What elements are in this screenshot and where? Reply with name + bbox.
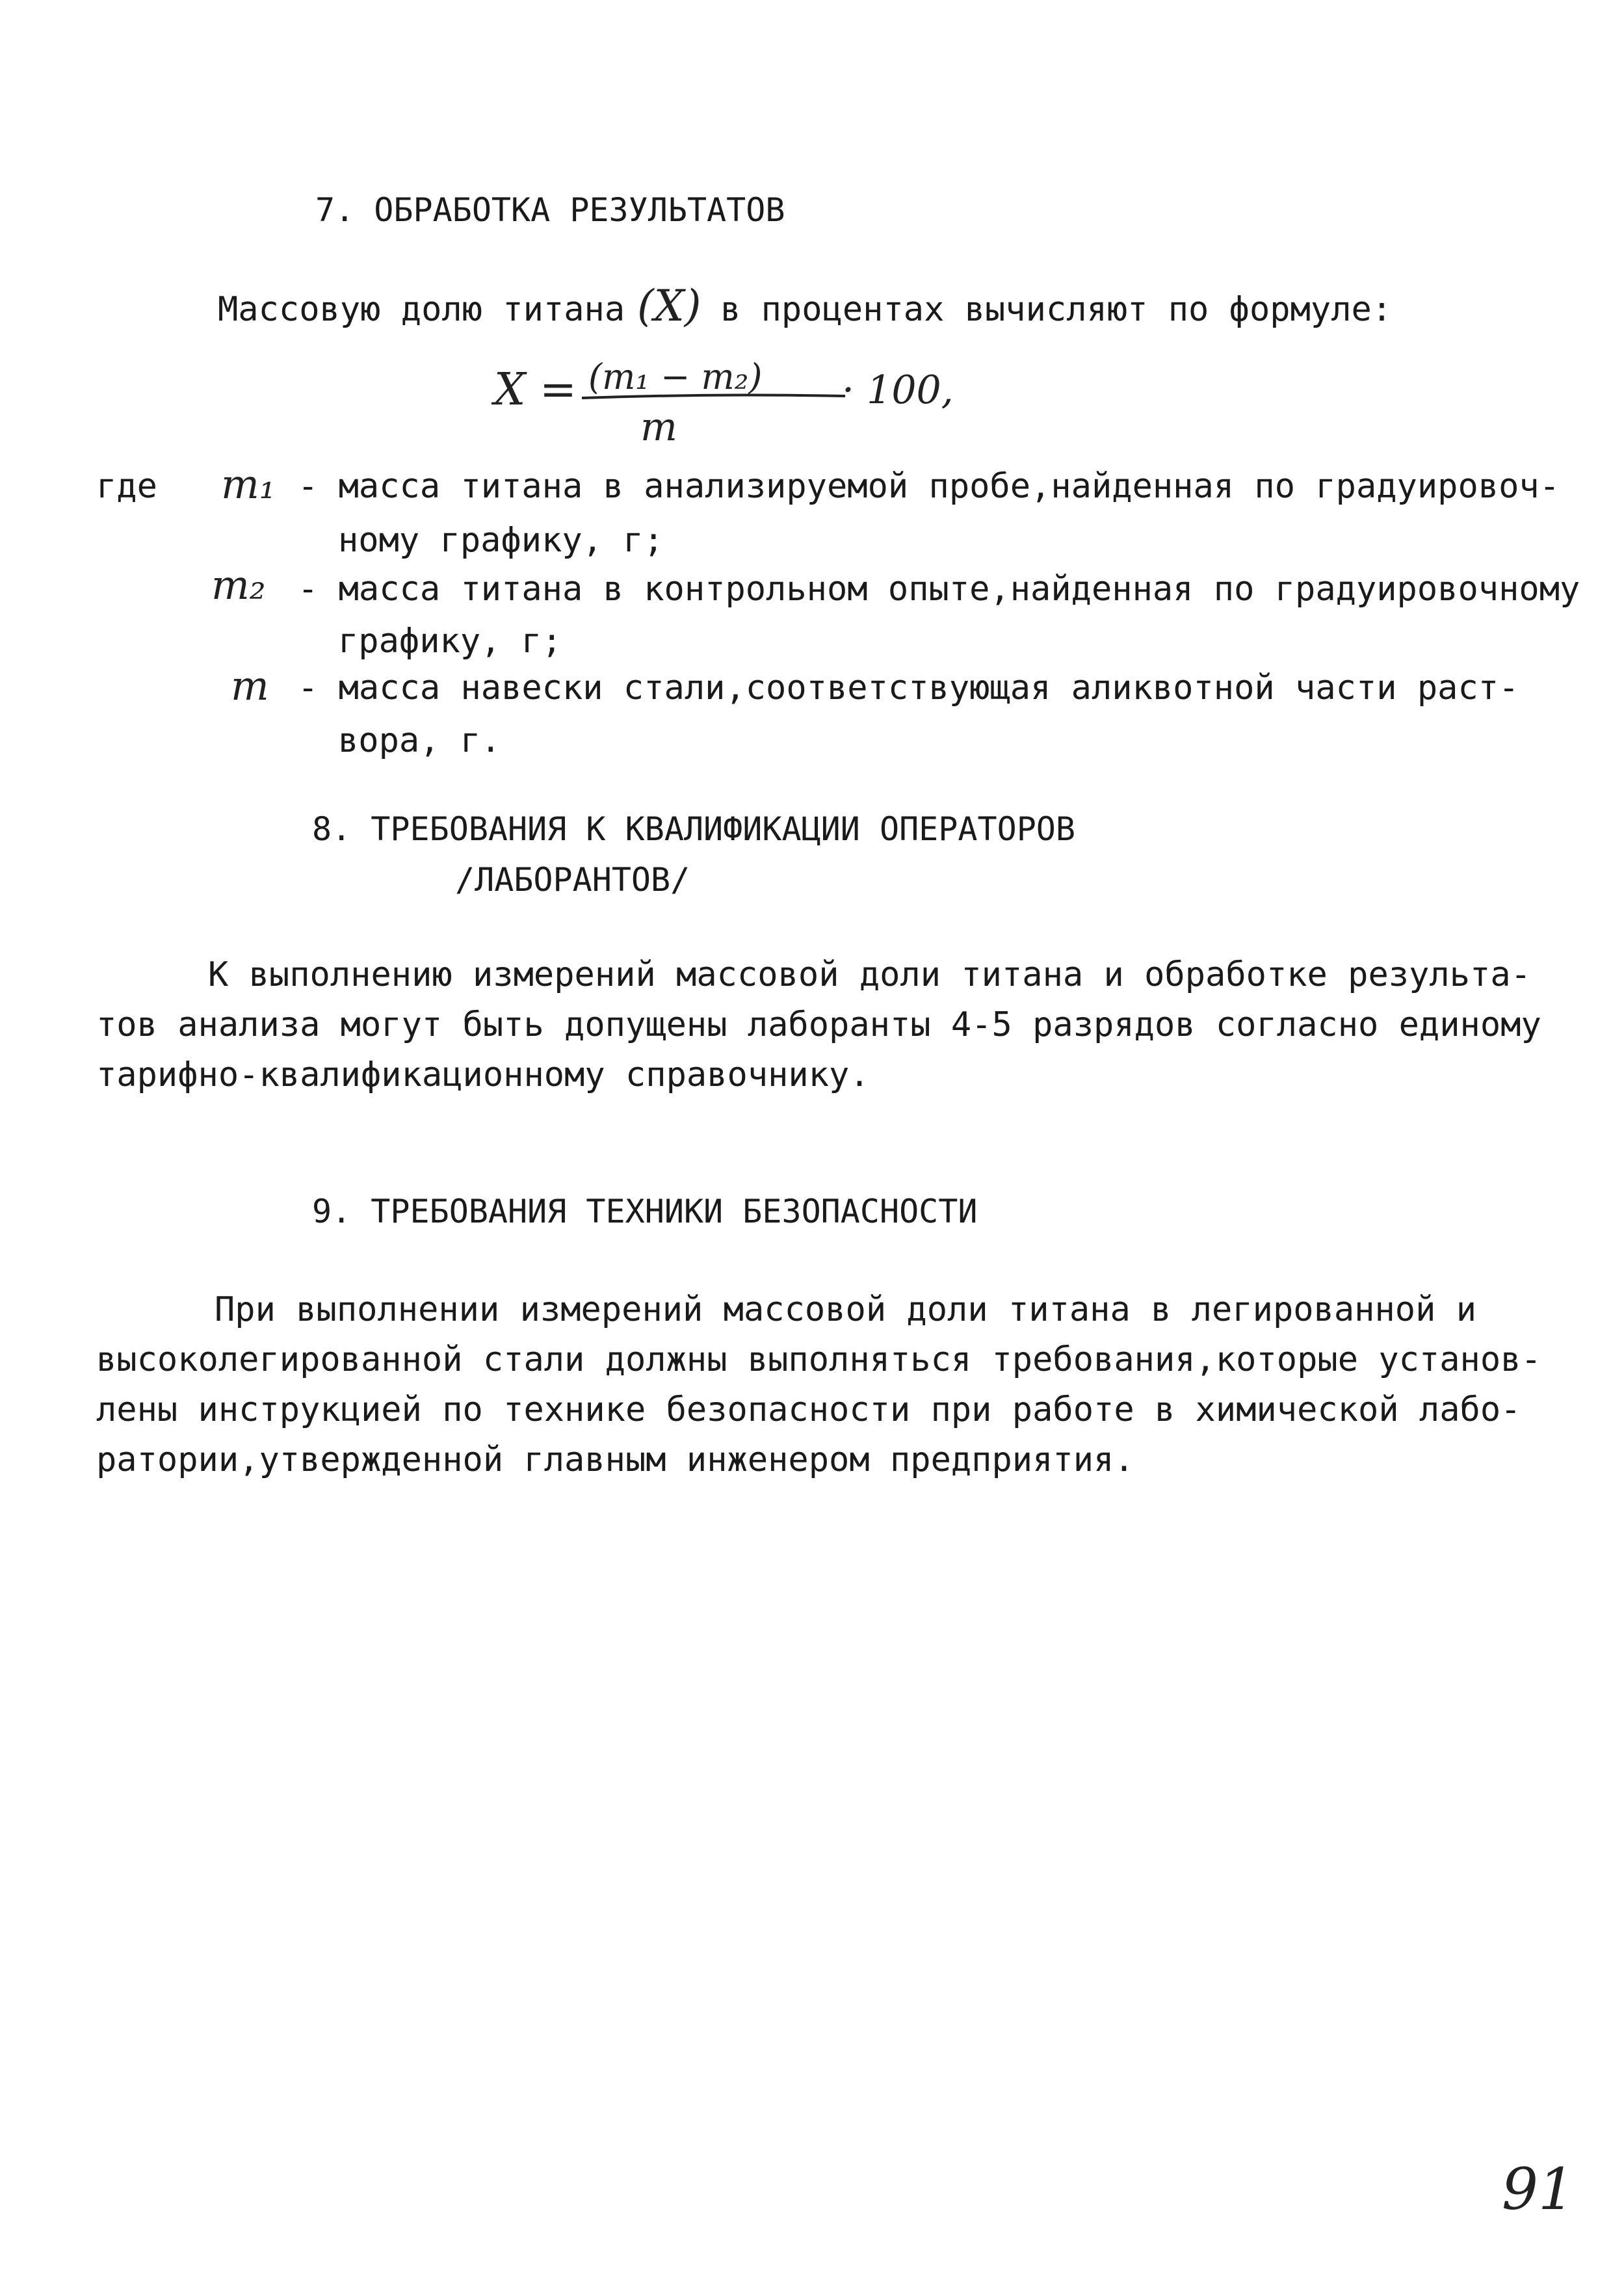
- section9-line1: При выполнении измерений массовой доли титана в легированной и: [215, 1290, 1477, 1329]
- formula-factor: · 100,: [842, 367, 954, 413]
- section8-heading-line2: /ЛАБОРАНТОВ/: [455, 861, 690, 899]
- formula-intro-start: Массовую долю титана: [218, 290, 625, 329]
- definition-1-line1: - масса титана в анализируемой пробе,найденная по градуировоч-: [298, 467, 1560, 506]
- section8-line1: К выполнению измерений массовой доли титана и обработке результа-: [208, 955, 1531, 994]
- section9-heading: 9. ТРЕБОВАНИЯ ТЕХНИКИ БЕЗОПАСНОСТИ: [312, 1193, 978, 1230]
- formula-lhs: X =: [494, 364, 577, 416]
- section8-line3: тарифно-квалификационному справочнику.: [96, 1055, 870, 1094]
- definition-2-line2: графику, г;: [338, 622, 562, 661]
- definition-2-line1: - масса титана в контрольном опыте,найденная по градуировочному: [298, 570, 1580, 609]
- page-number: 91: [1502, 2156, 1575, 2223]
- section8-line2: тов анализа могут быть допущены лаборанты 4-5 разрядов согласно единому: [96, 1005, 1541, 1044]
- formula-intro-end: в процентах вычисляют по формуле:: [720, 290, 1393, 329]
- section9-line4: ратории,утвержденной главным инженером предприятия.: [96, 1440, 1134, 1479]
- definition-1-line2: ному графику, г;: [338, 521, 664, 560]
- formula-denominator: m: [640, 404, 677, 450]
- formula-numerator: (m₁ − m₂): [588, 356, 763, 397]
- where-label: где: [96, 467, 157, 506]
- definition-2-symbol: m₂: [211, 561, 266, 609]
- section9-line2: высоколегированной стали должны выполняться требования,которые установ-: [96, 1340, 1541, 1379]
- section9-line3: лены инструкцией по технике безопасности при работе в химической лабо-: [96, 1390, 1521, 1429]
- definition-3-symbol: m: [231, 662, 269, 709]
- section7-heading: 7. ОБРАБОТКА РЕЗУЛЬТАТОВ: [315, 191, 785, 229]
- section8-heading-line1: 8. ТРЕБОВАНИЯ К КВАЛИФИКАЦИИ ОПЕРАТОРОВ: [312, 810, 1075, 848]
- definition-3-line2: вора, г.: [338, 721, 501, 760]
- definition-1-symbol: m₁: [221, 460, 276, 508]
- handwritten-x-symbol: (X): [637, 281, 701, 331]
- definition-3-line1: - масса навески стали,соответствующая аликвотной части раст-: [298, 668, 1519, 708]
